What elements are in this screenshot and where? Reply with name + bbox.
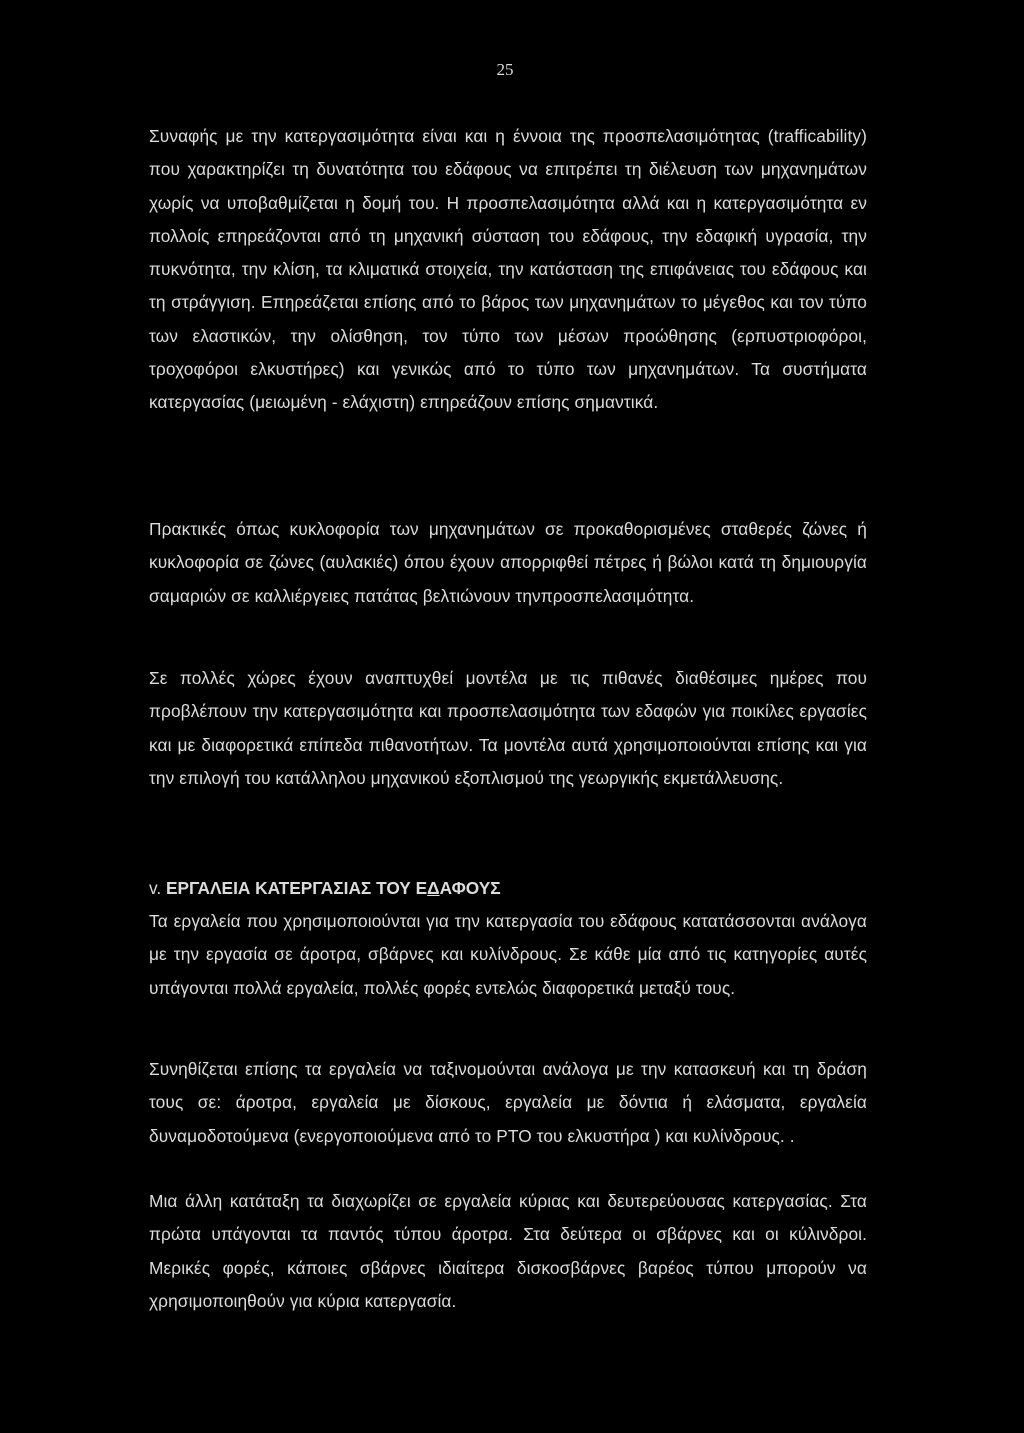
section-heading: [149, 872, 501, 905]
section-title-underlined-letter: Δ: [427, 878, 440, 898]
section-title-start: ΕΡΓΑΛΕΙΑ ΚΑΤΕΡΓΑΣΙΑΣ ΤΟΥ Ε: [165, 878, 428, 898]
section-title-end: ΑΦΟΥΣ: [439, 878, 501, 898]
paragraph-practices: Πρακτικές όπως κυκλοφορία των μηχανημάτων σε προκαθορισμένες σταθερές ζώνες ή κυκλοφορία σε ζώνες (αυλακιές) όπου έχουν απορριφθεί πέτρες ή βώλοι κατά τη δημιουργία σαμαριών σε καλλιέργειες πατάτας βελτιώνουν τηνπροσπελασιμότητα.: [149, 519, 867, 606]
paragraph-models: Σε πολλές χώρες έχουν αναπτυχθεί μοντέλα με τις πιθανές διαθέσιμες ημέρες που προβλέπουν την κατεργασιμότητα και προσπελασιμότητα των εδαφών για ποικίλες εργασίες και με διαφορετικά επίπεδα πιθανοτήτων. Τα μοντέλα αυτά χρησιμοποιούνται επίσης και για την επιλογή του κατάλληλου μηχανικού εξοπλισμού της γεωργικής εκμετάλλευσης.: [149, 668, 867, 788]
section-number: v.: [149, 878, 162, 898]
paragraph-trafficability: Συναφής με την κατεργασιμότητα είναι και η έννοια της προσπελασιμότητας (trafficability) που χαρακτηρίζει τη δυνατότητα του εδάφους να επιτρέπει τη διέλευση των μηχανημάτων χωρίς να υποβαθμίζεται η δομή του. Η προσπελασιμότητα αλλά και η κατεργασιμότητα εν πολλοίς επηρεάζονται από τη μηχανική σύσταση του εδάφους, την εδαφική υγρασία, την πυκνότητα, την κλίση, τα κλιματικά στοιχεία, την κατάσταση της επιφάνειας του εδάφους και τη στράγγιση. Επηρεάζεται επίσης από το βάρος των μηχανημάτων το μέγεθος και τον τύπο των ελαστικών, την ολίσθηση, τον τύπο των μέσων προώθησης (ερπυστριοφόροι, τροχοφόροι ελκυστήρες) και γενικώς από το τύπο των μηχανημάτων. Τα συστήματα κατεργασίας (μειωμένη - ελάχιστη) επηρεάζουν επίσης σημαντικά.: [149, 126, 867, 413]
page-number: 25: [496, 60, 514, 79]
paragraph-tool-categories: Τα εργαλεία που χρησιμοποιούνται για την κατεργασία του εδάφους κατατάσσονται ανάλογα με την εργασία σε άροτρα, σβάρνες και κυλίνδρους. Σε κάθε μία από τις κατηγορίες αυτές υπάγονται πολλά εργαλεία, πολλές φορές εντελώς διαφορετικά μεταξύ τους.: [149, 911, 867, 998]
paragraph-primary-secondary: Μια άλλη κατάταξη τα διαχωρίζει σε εργαλεία κύριας και δευτερεύουσας κατεργασίας. Στα πρώτα υπάγονται τα παντός τύπου άροτρα. Στα δεύτερα οι σβάρνες και οι κύλινδροι. Μερικές φορές, κάποιες σβάρνες ιδιαίτερα δισκοσβάρνες βαρέος τύπου μπορούν να χρησιμοποιηθούν για κύρια κατεργασία.: [149, 1191, 867, 1311]
paragraph-tool-classification: Συνηθίζεται επίσης τα εργαλεία να ταξινομούνται ανάλογα με την κατασκευή και τη δράση τους σε: άροτρα, εργαλεία με δίσκους, εργαλεία με δόντια ή ελάσματα, εργαλεία δυναμοδοτούμενα (ενεργοποιούμενα από το PTO του ελκυστήρα ) και κυλίνδρους. .: [149, 1059, 867, 1146]
